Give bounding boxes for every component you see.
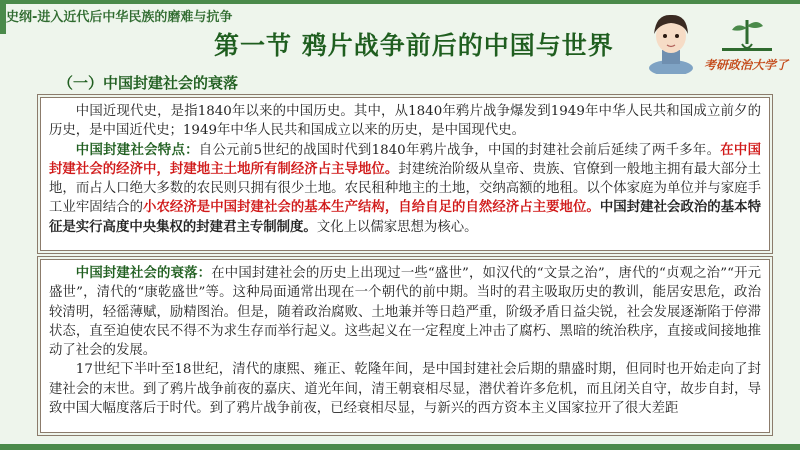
paragraph-intro: 中国近现代史，是指1840年以来的中国历史。其中，从1840年鸦片战争爆发到1949年中华人民共和国成立前夕的历史，是中国近代史；1949年中华人民共和国成立以来的历史，是中国现代史。 (49, 104, 761, 139)
top-bar (0, 0, 800, 4)
highlight-red-smallholder: 小农经济是中国封建社会的基本生产结构，自给自足的自然经济占主要地位。 (143, 199, 600, 216)
paragraph-characteristics (49, 141, 761, 237)
page-title: 第一节 鸦片战争前后的中国与世界 (214, 31, 614, 60)
content-box-decline (40, 259, 770, 433)
text-segment: 封建统治阶级从皇帝、贵族、官僚到一般地主拥有最大部分土地，而占人口绝大多数的农民则只拥有很少土地。农民租种地主的土地，交纳高额的地租。以个体家庭为单位并与家庭手工业牢固结合的 (49, 161, 762, 216)
brand-text: 考研政治大学了 (704, 58, 789, 72)
paragraph-qing: 17世纪下半叶至18世纪，清代的康熙、雍正、乾隆年间，是中国封建社会后期的鼎盛时期，但同时也开始走向了封建社会的末世。到了鸦片战争前夜的嘉庆、道光年间，清王朝衰相尽显，潜伏着许多危机，而且闭关自守，故步自封，导致中国大幅度落后于时代。到了鸦片战争前夜，已经衰相尽显，与新兴的西方资本主义国家拉开了很大差距 (49, 362, 761, 417)
label-decline: 中国封建社会的衰落： (75, 266, 212, 281)
avatar (640, 6, 702, 74)
label-characteristics: 中国封建社会特点： (75, 142, 199, 158)
section-heading: （一）中国封建社会的衰落 (58, 74, 239, 92)
content-box-characteristics (40, 97, 770, 251)
highlight-bold-politics: 中国封建社会政治的基本特征是实行高度中央集权的封建君主专制制度。 (49, 199, 762, 235)
bottom-bar (0, 444, 800, 450)
paragraph-decline (49, 264, 761, 360)
breadcrumb: 史纲-进入近代后中华民族的磨难与抗争 (6, 10, 233, 25)
text-segment: 文化上以儒家思想为核心。 (316, 219, 478, 235)
text-segment: 在中国封建社会的历史上出现过一些“盛世”，如汉代的“文景之治”，唐代的“贞观之治”“开元盛世”，清代的“康乾盛世”等。这种局面通常出现在一个朝代的前中期。当时的君主吸取历史的教训，能居安思危，政治较清明，轻徭薄赋，励精图治。但是，随着政治腐败、土地兼并等日趋严重，阶级矛盾日益尖锐，社会发展逐渐陷于停滞状态，直至迫使农民不得不为求生存而举行起义。这些起义在一定程度上冲击了腐朽、黑暗的统治秩序，直接或间接地推动了社会的发展。 (49, 266, 762, 359)
highlight-red-economy: 在中国封建社会的经济中，封建地主土地所有制经济占主导地位。 (49, 141, 761, 177)
text-segment: 自公元前5世纪的战国时代到1840年鸦片战争，中国的封建社会前后延续了两千多年。 (198, 142, 721, 158)
